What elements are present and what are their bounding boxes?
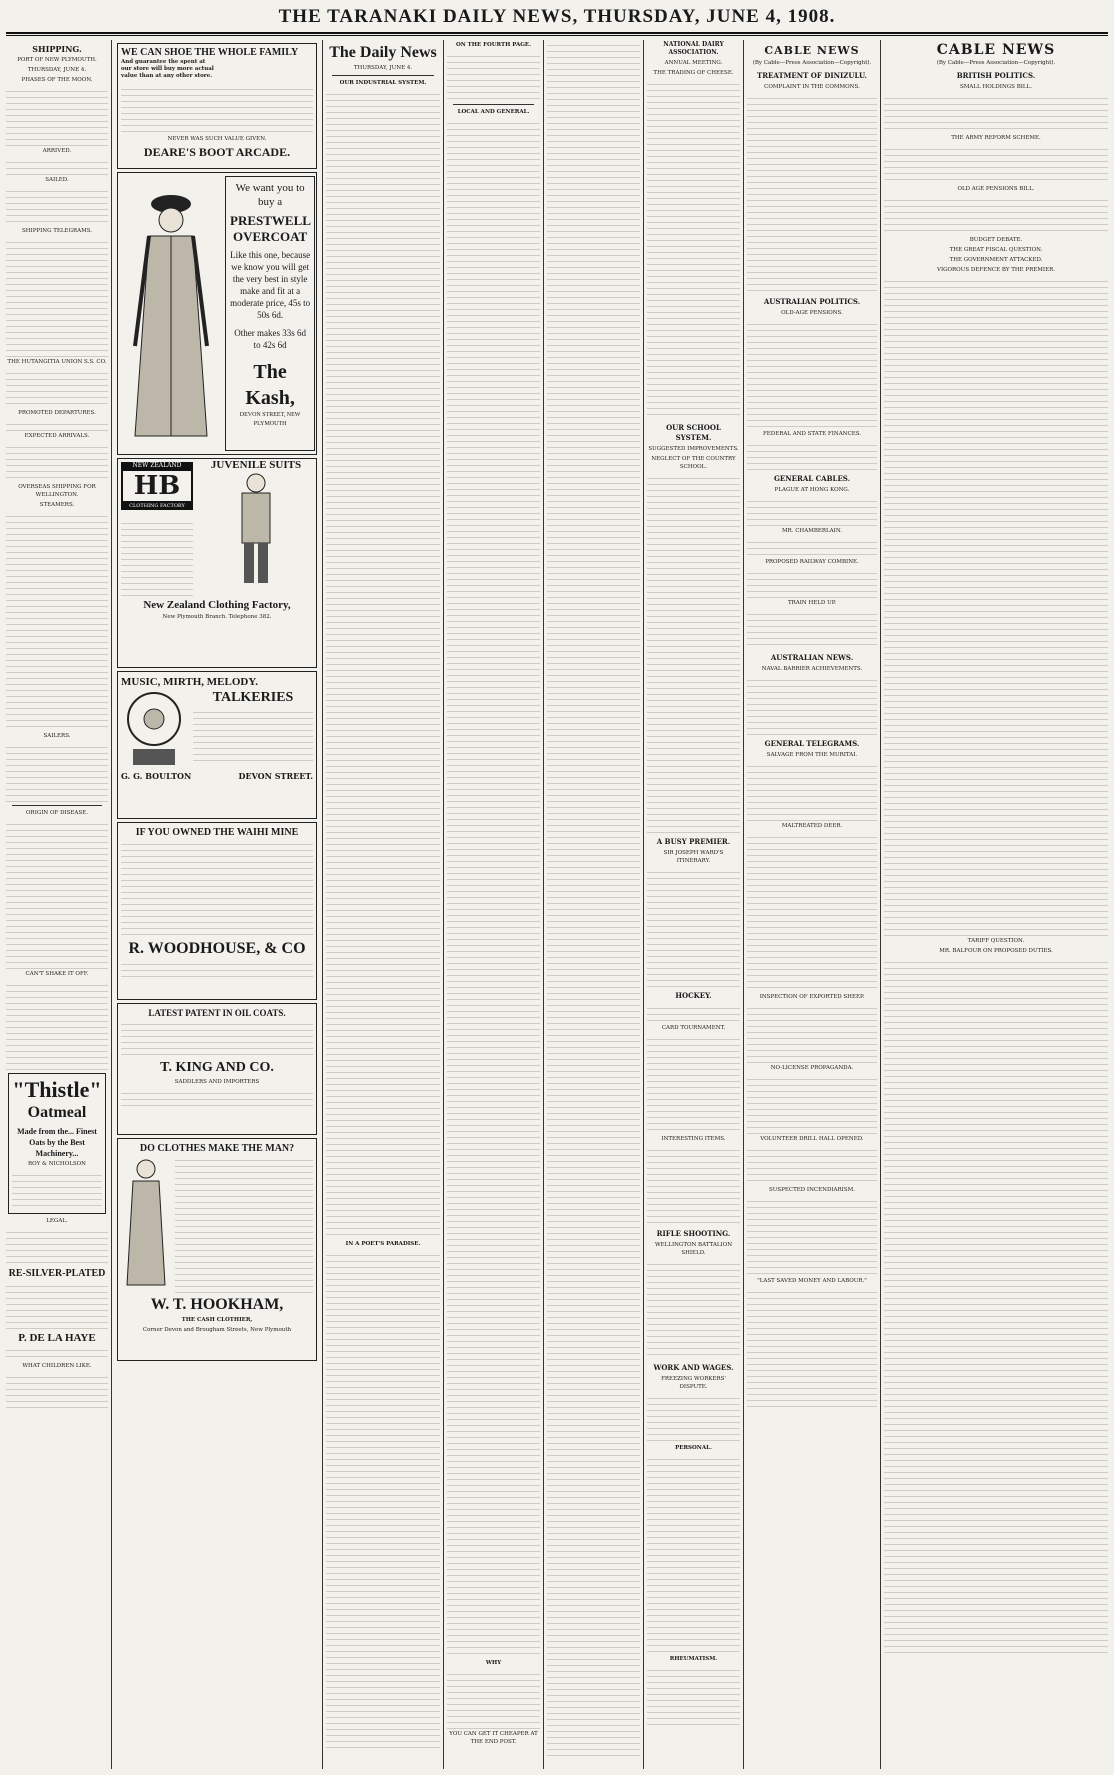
like-this: Like this one, because we know you will get the very best in style make and fit at a moderate price, 45s to 50s 6d. bbox=[230, 250, 311, 320]
dinizulu-text bbox=[747, 93, 877, 293]
why-heading: WHY bbox=[485, 1660, 502, 1666]
talkeries-text bbox=[193, 707, 313, 762]
attacked-heading: THE GOVERNMENT ATTACKED. bbox=[949, 257, 1043, 263]
kash-ad bbox=[117, 172, 317, 455]
roy-nicholson: ROY & NICHOLSON bbox=[28, 1161, 86, 1167]
hookham-title: W. T. HOOKHAM, bbox=[150, 1296, 284, 1313]
defence-heading: VIGOROUS DEFENCE BY THE PREMIER. bbox=[936, 267, 1055, 273]
masthead: THE TARANAKI DAILY NEWS, THURSDAY, JUNE 4, 1908. bbox=[278, 6, 836, 27]
deares-ad bbox=[117, 43, 317, 169]
boulton-street: DEVON STREET. bbox=[238, 771, 313, 781]
personal-text bbox=[647, 1454, 740, 1654]
thistle-oatmeal-ad bbox=[8, 1073, 106, 1214]
clothing-label: CLOTHING FACTORY bbox=[121, 503, 193, 510]
woodhouse-ad bbox=[117, 822, 317, 1000]
arrived-heading: ARRIVED. bbox=[42, 148, 72, 154]
king-ad bbox=[117, 1003, 317, 1135]
inspection-text bbox=[747, 1003, 877, 1063]
thistle-slogan: Made from the... Finest Oats by the Best Machinery... bbox=[17, 1127, 97, 1158]
children-text bbox=[6, 1372, 108, 1412]
maltreated-heading: MALTREATED DEER. bbox=[781, 823, 843, 829]
column-ads bbox=[115, 40, 319, 1771]
local-general-text bbox=[447, 118, 540, 1658]
saddlers: SADDLERS AND IMPORTERS bbox=[174, 1079, 260, 1085]
poets-paradise-text bbox=[326, 1250, 440, 1750]
plague-heading: PLAGUE AT HONG KONG. bbox=[774, 487, 850, 493]
oil-coats-text bbox=[121, 1019, 313, 1059]
fiscal-heading: THE GREAT FISCAL QUESTION. bbox=[949, 247, 1043, 253]
column-editorial bbox=[326, 40, 440, 1771]
ward-heading: SIR JOSEPH WARD'S ITINERARY. bbox=[663, 850, 724, 864]
hookham-address: Corner Devon and Brougham Streets, New Plymouth bbox=[142, 1327, 292, 1333]
neglect-heading: NEGLECT OF THE COUNTRY SCHOOL. bbox=[651, 456, 736, 470]
do-clothes-title: DO CLOTHES MAKE THE MAN? bbox=[139, 1143, 295, 1154]
balfour-text bbox=[884, 957, 1108, 1657]
king-title: T. KING AND CO. bbox=[160, 1060, 274, 1075]
rifle-text bbox=[647, 1259, 740, 1359]
cant-shake-heading: CAN'T SHAKE IT OFF. bbox=[25, 971, 89, 977]
legal-heading: LEGAL. bbox=[46, 1218, 68, 1224]
nz-ad-text bbox=[121, 518, 193, 598]
masthead-rule bbox=[6, 32, 1108, 34]
other-makes: Other makes 33s 6d to 42s 6d bbox=[234, 328, 306, 350]
boulton-ad bbox=[117, 671, 317, 819]
railway-heading: PROPOSED RAILWAY COMBINE. bbox=[765, 559, 859, 565]
children-heading: WHAT CHILDREN LIKE. bbox=[22, 1363, 92, 1369]
hb-logo: HB bbox=[121, 469, 193, 503]
federal-heading: FEDERAL AND STATE FINANCES. bbox=[762, 431, 862, 437]
column-divider bbox=[443, 40, 444, 1769]
aus-news-heading: AUSTRALIAN NEWS. bbox=[770, 653, 854, 662]
ward-text bbox=[647, 867, 740, 987]
hookham-text bbox=[175, 1155, 313, 1295]
why-text bbox=[447, 1669, 540, 1729]
steamers-heading: STEAMERS. bbox=[39, 502, 75, 508]
interesting-text bbox=[647, 1145, 740, 1225]
overseas-heading: OVERSEAS SHIPPING FOR WELLINGTON. bbox=[18, 484, 96, 498]
woodhouse-title: R. WOODHOUSE, & CO bbox=[128, 940, 306, 957]
railway-text bbox=[747, 568, 877, 598]
aus-politics-heading: AUSTRALIAN POLITICS. bbox=[763, 297, 861, 306]
end-post: YOU CAN GET IT CHEAPER AT THE END POST. bbox=[449, 1731, 538, 1745]
budget-text bbox=[884, 276, 1108, 936]
column-divider bbox=[322, 40, 323, 1769]
nolicense-text bbox=[747, 1074, 877, 1134]
waihi-text bbox=[121, 839, 313, 939]
poets-paradise-heading: IN A POET'S PARADISE. bbox=[345, 1241, 421, 1247]
british-heading: BRITISH POLITICS. bbox=[956, 71, 1036, 80]
cant-shake-text bbox=[6, 980, 108, 1070]
woodhouse-text bbox=[121, 959, 313, 979]
army-text bbox=[884, 144, 1108, 184]
cable-news-heading: CABLE NEWS bbox=[764, 44, 860, 57]
school-heading: OUR SCHOOL SYSTEM. bbox=[666, 423, 721, 442]
general-cables-heading: GENERAL CABLES. bbox=[773, 474, 851, 483]
prestwell-title: PRESTWELL OVERCOAT bbox=[230, 213, 311, 244]
salvage-text bbox=[747, 761, 877, 821]
cable-sub-2: (By Cable—Press Association—Copyright). bbox=[936, 60, 1056, 66]
column-cable-1 bbox=[747, 40, 877, 1771]
column-divider bbox=[880, 40, 881, 1769]
local-continued-text bbox=[547, 40, 640, 1760]
work-heading: WORK AND WAGES. bbox=[653, 1363, 734, 1372]
hockey-heading: HOCKEY. bbox=[675, 991, 712, 1000]
old-age-text bbox=[747, 319, 877, 429]
telegrams-text bbox=[6, 237, 108, 357]
resilvered-text bbox=[6, 1281, 108, 1331]
overcoat-illustration bbox=[121, 176, 221, 451]
thistle-title: "Thistle" bbox=[12, 1077, 102, 1102]
sailed-heading: SAILED. bbox=[45, 177, 69, 183]
union-heading: THE HUTANGITIA UNION S.S. CO. bbox=[7, 359, 107, 365]
column-cable-2 bbox=[884, 40, 1108, 1771]
card-text bbox=[647, 1034, 740, 1134]
pensions-text bbox=[884, 195, 1108, 235]
nz-factory-title: New Zealand Clothing Factory, bbox=[143, 599, 291, 611]
balfour-heading: MR. BALFOUR ON PROPOSED DUTIES. bbox=[939, 948, 1053, 954]
tide-table bbox=[6, 86, 108, 146]
want-you: We want you to buy a bbox=[235, 182, 305, 208]
army-heading: THE ARMY REFORM SCHEME. bbox=[951, 135, 1041, 141]
salvage-heading: SALVAGE FROM THE MURITAI. bbox=[766, 752, 858, 758]
maltreated-text bbox=[747, 832, 877, 992]
telegrams-heading: SHIPPING TELEGRAMS. bbox=[21, 228, 93, 234]
complaint-heading: COMPLAINT IN THE COMMONS. bbox=[764, 84, 860, 90]
our-system-heading: OUR INDUSTRIAL SYSTEM. bbox=[339, 80, 427, 86]
hockey-text bbox=[647, 1003, 740, 1023]
school-text bbox=[647, 473, 740, 833]
dinizulu-heading: TREATMENT OF DINIZULU. bbox=[757, 71, 867, 80]
work-text bbox=[647, 1393, 740, 1443]
budget-heading: BUDGET DEBATE. bbox=[969, 237, 1023, 243]
gramophone-illustration bbox=[121, 689, 187, 769]
juvenile-title: JUVENILE SUITS bbox=[210, 459, 302, 471]
hayes-text bbox=[6, 1345, 108, 1361]
arrived-text bbox=[6, 157, 108, 175]
boy-illustration bbox=[226, 469, 286, 589]
sailed-text bbox=[6, 186, 108, 226]
incendiarism-text bbox=[747, 1196, 877, 1276]
incendiarism-heading: SUSPECTED INCENDIARISM. bbox=[769, 1187, 855, 1193]
phases-heading: PHASES OF THE MOON. bbox=[21, 77, 93, 83]
fourth-page-heading: ON THE FOURTH PAGE. bbox=[455, 42, 532, 48]
local-general-heading: LOCAL AND GENERAL. bbox=[457, 109, 530, 115]
union-text bbox=[6, 368, 108, 408]
cable-sub: (By Cable—Press Association—Copyright). bbox=[752, 60, 872, 66]
nz-label: NEW ZEALAND bbox=[121, 462, 193, 469]
suggested-heading: SUGGESTED IMPROVEMENTS. bbox=[648, 446, 739, 452]
masthead-rule-thin bbox=[6, 35, 1108, 36]
column-local bbox=[447, 40, 540, 1771]
dairy-text bbox=[647, 79, 740, 419]
cable-news-heading-2: CABLE NEWS bbox=[936, 42, 1056, 58]
column-local-continued bbox=[547, 40, 640, 1771]
column-divider bbox=[643, 40, 644, 1769]
king-text bbox=[121, 1088, 313, 1108]
dairy-heading: NATIONAL DAIRY ASSOCIATION. bbox=[663, 41, 724, 56]
train-heading: TRAIN HELD UP. bbox=[787, 600, 837, 606]
volunteer-text bbox=[747, 1145, 877, 1185]
expected-text bbox=[6, 442, 108, 482]
daily-news-title: The Daily News bbox=[329, 44, 437, 61]
personal-heading: PERSONAL. bbox=[675, 1445, 712, 1451]
oatmeal-title: Oatmeal bbox=[27, 1104, 87, 1121]
column-divider bbox=[111, 40, 112, 1769]
editorial-text bbox=[326, 89, 440, 1239]
nz-clothing-ad bbox=[117, 458, 317, 668]
naval-text bbox=[747, 675, 877, 735]
busy-premier-heading: A BUSY PREMIER. bbox=[656, 837, 731, 846]
date-line: THURSDAY, JUNE 4. bbox=[27, 67, 87, 73]
column-divider bbox=[743, 40, 744, 1769]
interesting-heading: INTERESTING ITEMS. bbox=[661, 1136, 726, 1142]
chamberlain-text bbox=[747, 537, 877, 557]
holdings-heading: SMALL HOLDINGS BILL. bbox=[960, 84, 1032, 90]
boulton-name: G. G. BOULTON bbox=[121, 771, 192, 781]
dispute-heading: FREEZING WORKERS' DISPUTE. bbox=[661, 1376, 726, 1390]
nz-branch: New Plymouth Branch. Telephone 382. bbox=[162, 614, 272, 620]
rheumatism-text bbox=[647, 1665, 740, 1725]
roy-text bbox=[12, 1170, 102, 1210]
deares-title: DEARE'S BOOT ARCADE. bbox=[143, 145, 291, 159]
origin-heading: ORIGIN OF DISEASE. bbox=[26, 810, 88, 816]
federal-text bbox=[747, 440, 877, 470]
column-divider bbox=[543, 40, 544, 1769]
legal-text bbox=[6, 1227, 108, 1267]
steamers-text bbox=[6, 511, 108, 731]
column-news bbox=[647, 40, 740, 1771]
shoe-ad-sub: And guarantee the spent at our store will buy more actual value than at any other store. bbox=[121, 59, 214, 79]
rifle-heading: RIFLE SHOOTING. bbox=[656, 1229, 731, 1238]
train-text bbox=[747, 609, 877, 649]
expected-heading: EXPECTED ARRIVALS. bbox=[24, 433, 90, 439]
old-age-heading: OLD-AGE PENSIONS. bbox=[781, 310, 843, 316]
man-illustration bbox=[121, 1155, 171, 1295]
departures-text bbox=[6, 419, 108, 431]
last-saved-heading: "LAST SAVED MONEY AND LABOUR." bbox=[757, 1278, 867, 1284]
oil-coats-title: LATEST PATENT IN OIL COATS. bbox=[148, 1008, 286, 1018]
never-was: NEVER WAS SUCH VALUE GIVEN. bbox=[167, 136, 267, 142]
hookham-ad bbox=[117, 1138, 317, 1361]
card-heading: CARD TOURNAMENT. bbox=[661, 1025, 726, 1031]
clothier: THE CASH CLOTHIER, bbox=[181, 1317, 253, 1323]
sailers-heading: SAILERS. bbox=[43, 733, 71, 739]
departures-heading: PROMOTED DEPARTURES. bbox=[18, 410, 96, 416]
wellington-heading: WELLINGTON BATTALION SHIELD. bbox=[654, 1242, 733, 1256]
naval-heading: NAVAL BARRIER ACHIEVEMENTS. bbox=[761, 666, 863, 672]
gen-telegrams-heading: GENERAL TELEGRAMS. bbox=[764, 739, 860, 748]
nolicense-heading: NO-LICENSE PROPAGANDA. bbox=[770, 1065, 854, 1071]
origin-text bbox=[6, 819, 108, 969]
tariff-heading: TARIFF QUESTION. bbox=[967, 938, 1025, 944]
sailers-text bbox=[6, 742, 108, 802]
talkeries-title: TALKERIES bbox=[212, 690, 294, 705]
chamberlain-heading: MR. CHAMBERLAIN. bbox=[781, 528, 843, 534]
music-title: MUSIC, MIRTH, MELODY. bbox=[121, 676, 259, 688]
column-shipping bbox=[6, 40, 108, 1771]
port-heading: PORT OF NEW PLYMOUTH. bbox=[17, 57, 97, 63]
pensions-heading: OLD AGE PENSIONS BILL. bbox=[957, 186, 1035, 192]
volunteer-heading: VOLUNTEER DRILL HALL OPENED. bbox=[760, 1136, 864, 1142]
resilvered-title: RE-SILVER-PLATED bbox=[8, 1268, 106, 1279]
rheumatism-heading: RHEUMATISM. bbox=[669, 1656, 718, 1662]
annual-meeting: ANNUAL MEETING. bbox=[664, 60, 723, 66]
holdings-text bbox=[884, 93, 1108, 133]
plague-text bbox=[747, 496, 877, 526]
shoe-ad-title: WE CAN SHOE THE WHOLE FAMILY bbox=[121, 47, 299, 58]
shipping-heading: SHIPPING. bbox=[32, 44, 82, 54]
editorial-date: THURSDAY, JUNE 4. bbox=[353, 65, 413, 71]
kash-title: The Kash, bbox=[245, 361, 295, 409]
shoe-price-list bbox=[121, 84, 313, 134]
fourth-page-text bbox=[447, 51, 540, 101]
waihi-title: IF YOU OWNED THE WAIHI MINE bbox=[135, 827, 299, 838]
trading-heading: THE TRADING OF CHEESE. bbox=[653, 70, 734, 76]
last-saved-text bbox=[747, 1287, 877, 1407]
hayes-title: P. DE LA HAYE bbox=[18, 1332, 96, 1344]
inspection-heading: INSPECTION OF EXPORTED SHEEP. bbox=[759, 994, 865, 1000]
kash-address: DEVON STREET, NEW PLYMOUTH bbox=[239, 412, 301, 427]
